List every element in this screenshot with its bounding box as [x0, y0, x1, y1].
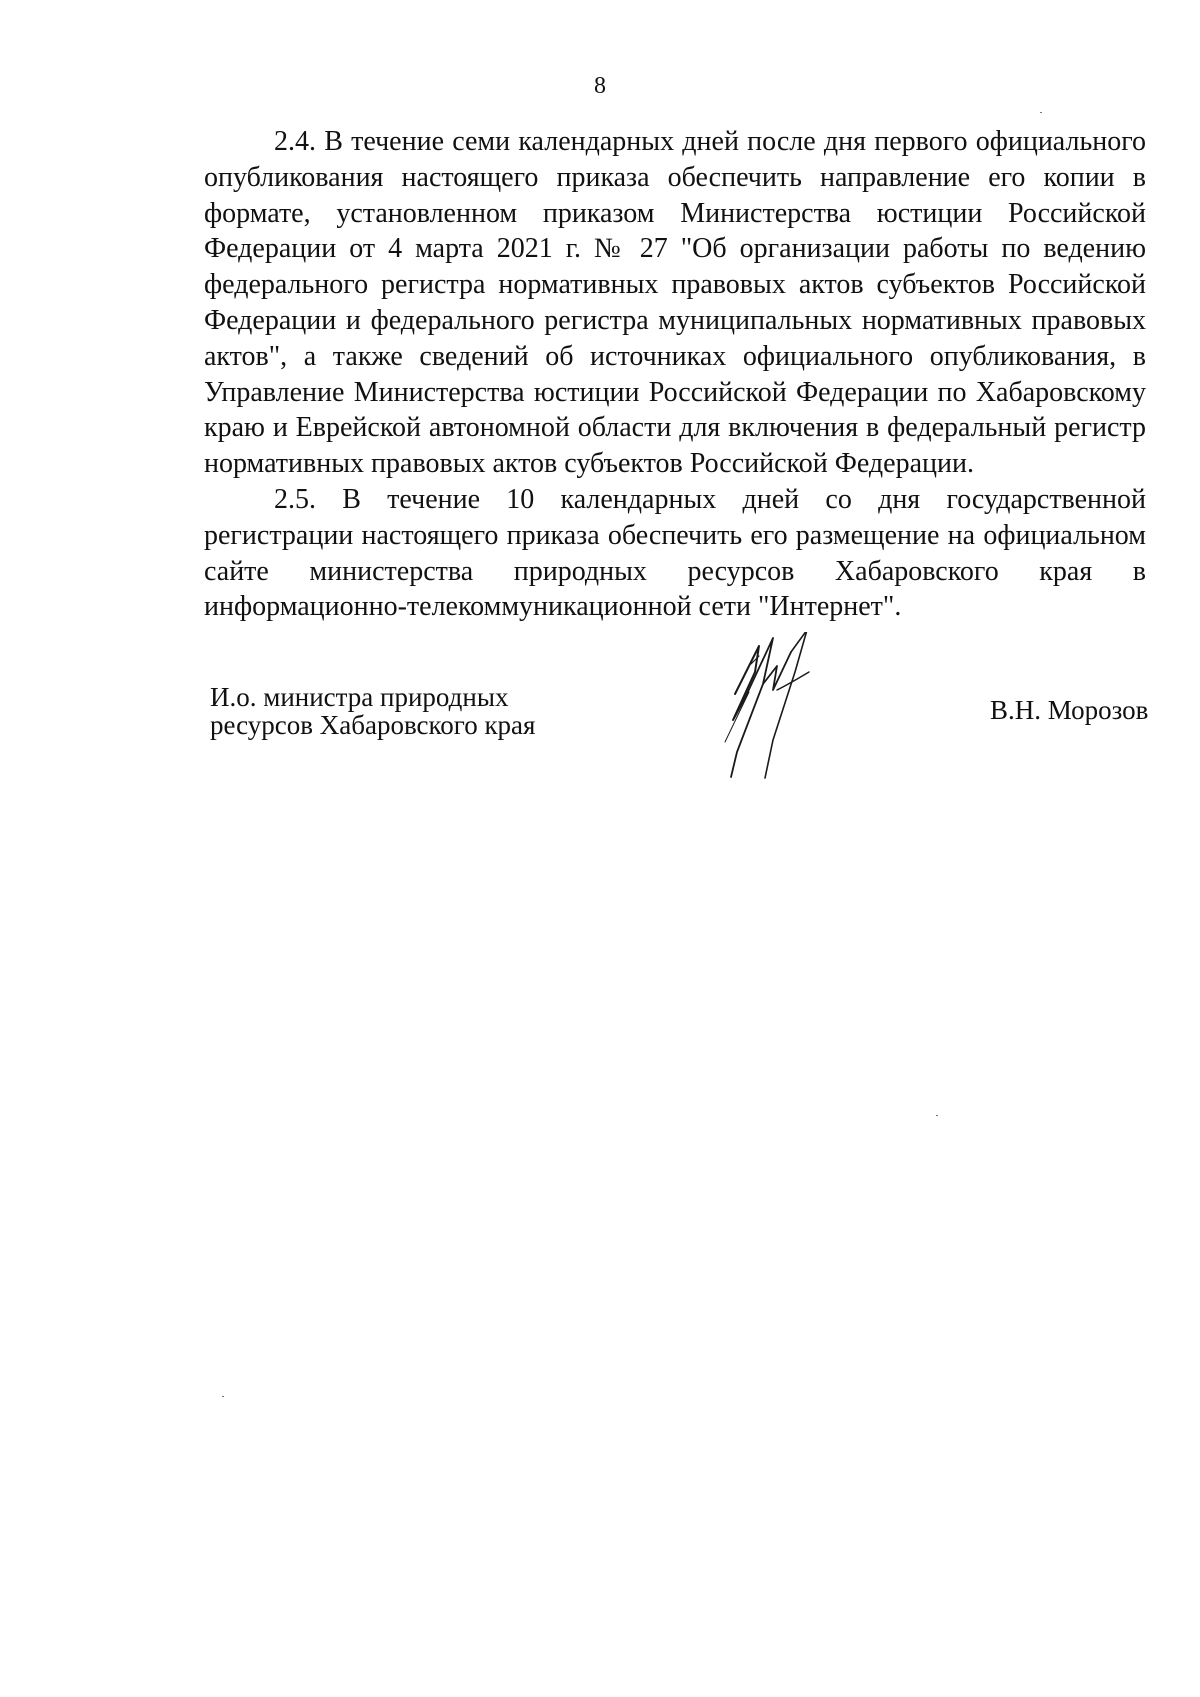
- page-number: 8: [594, 73, 606, 99]
- paragraph-2-4: 2.4. В течение семи календарных дней после дня первого официального опубликования настоящего приказа обеспечить направление его копии в формате, установленном приказом Министерства юстиции Российской Федерации от 4 марта 2021 г. № 27 "Об организации работы по ведению федерального регистра нормативных правовых актов субъектов Российской Федерации и федерального регистра муниципальных нормативных правовых актов", а также сведений об источниках официального опубликования, в Управление Министерства юстиции Российской Федерации по Хабаровскому краю и Еврейской автономной области для включения в федеральный регистр нормативных правовых актов субъектов Российской Федерации.: [204, 126, 1146, 480]
- scan-speck: [1040, 112, 1042, 113]
- signatory-name: В.Н. Морозов: [990, 695, 1149, 725]
- scan-speck: [222, 1396, 224, 1397]
- signatory-position-line-2: ресурсов Хабаровского края: [210, 710, 536, 740]
- signatory-position: [210, 683, 535, 739]
- signatory-position-line-1: И.о. министра природных: [210, 682, 509, 712]
- handwritten-signature-icon: [715, 632, 845, 782]
- document-body: [204, 124, 1146, 625]
- scan-speck: [936, 1115, 938, 1116]
- paragraph-2-5: 2.5. В течение 10 календарных дней со дня государственной регистрации настоящего приказа обеспечить его размещение на официальном сайте министерства природных ресурсов Хабаровского края в информационно-телекоммуникационной сети "Интернет".: [204, 483, 1146, 623]
